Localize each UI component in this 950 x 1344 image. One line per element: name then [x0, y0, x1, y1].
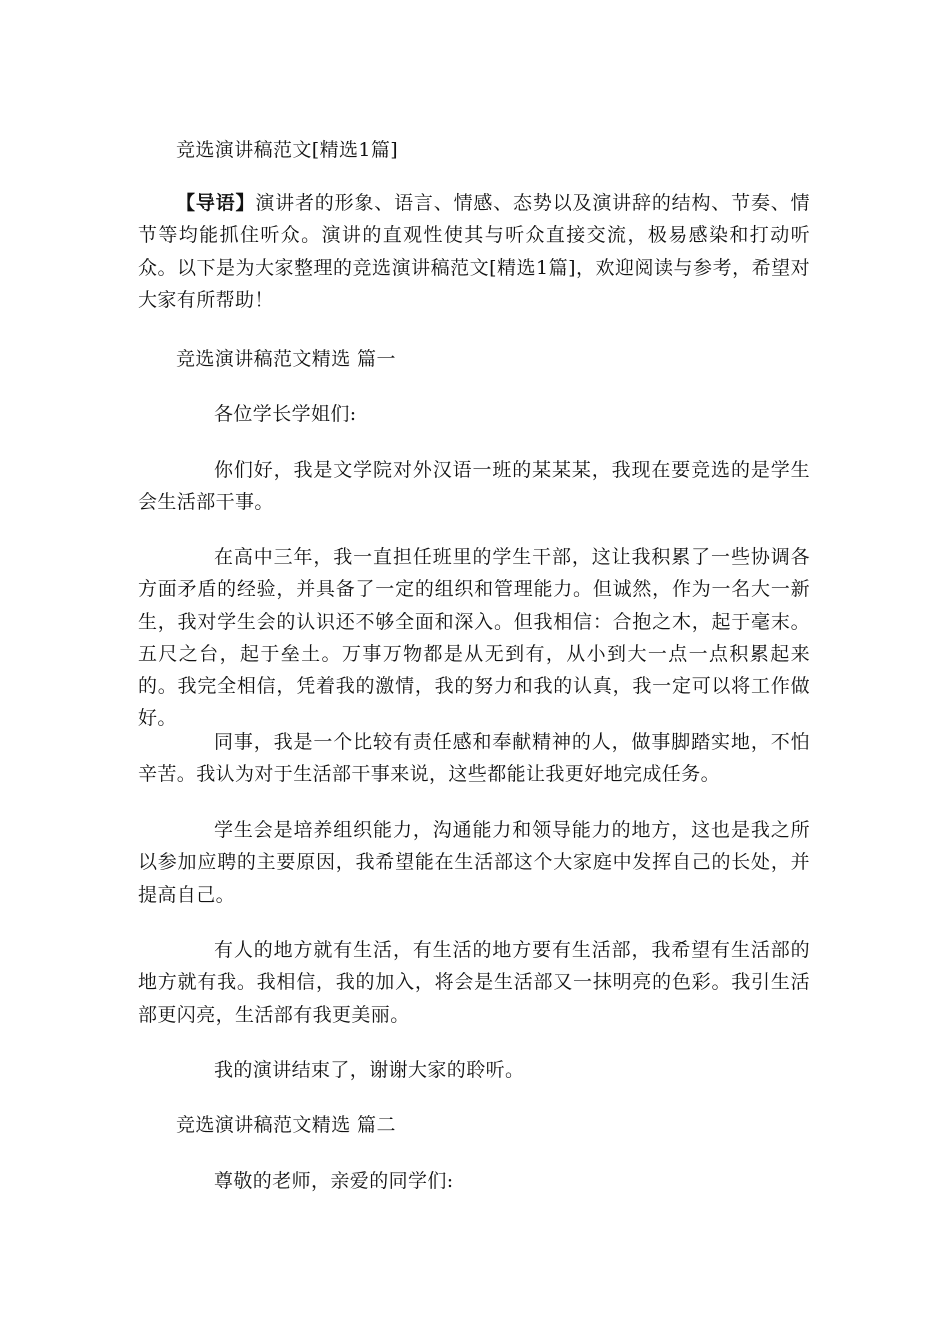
body-paragraph: 同事，我是一个比较有责任感和奉献精神的人，做事脚踏实地，不怕辛苦。我认为对于生活部干事来说，这些都能让我更好地完成任务。 — [138, 731, 810, 786]
intro-paragraph — [138, 187, 810, 316]
intro-lead: 【导语】 — [176, 192, 256, 214]
section-heading-1: 竞选演讲稿范文精选 篇一 — [176, 348, 396, 370]
body-paragraph: 学生会是培养组织能力，沟通能力和领导能力的地方，这也是我之所以参加应聘的主要原因，我希望能在生活部这个大家庭中发挥自己的长处，并提高自己。 — [138, 819, 810, 906]
closing-line: 我的演讲结束了，谢谢大家的聆听。 — [214, 1059, 525, 1081]
salutation-2: 尊敬的老师，亲爱的同学们: — [214, 1170, 454, 1192]
body-paragraph: 在高中三年，我一直担任班里的学生干部，这让我积累了一些协调各方面矛盾的经验，并具备了一定的组织和管理能力。但诚然，作为一名大一新生，我对学生会的认识还不够全面和深入。但我相信：合抱之木，起于毫末。五尺之台，起于垒土。万事万物都是从无到有，从小到大一点一点积累起来的。我完全相信，凭着我的激情，我的努力和我的认真，我一定可以将工作做好。 — [138, 546, 810, 730]
body-paragraph: 有人的地方就有生活，有生活的地方要有生活部，我希望有生活部的地方就有我。我相信，我的加入，将会是生活部又一抹明亮的色彩。我引生活部更闪亮，生活部有我更美丽。 — [138, 939, 810, 1026]
document-title: 竞选演讲稿范文[精选1篇] — [176, 139, 399, 161]
body-paragraph: 你们好，我是文学院对外汉语一班的某某某，我现在要竞选的是学生会生活部干事。 — [138, 459, 810, 514]
section-heading-2: 竞选演讲稿范文精选 篇二 — [176, 1114, 396, 1136]
intro-text: 演讲者的形象、语言、情感、态势以及演讲辞的结构、节奏、情节等均能抓住听众。演讲的直观性使其与听众直接交流，极易感染和打动听众。以下是为大家整理的竞选演讲稿范文[精选1篇]，欢迎阅读与参考，希望对大家有所帮助！ — [138, 192, 810, 311]
salutation-1: 各位学长学姐们: — [214, 403, 357, 425]
